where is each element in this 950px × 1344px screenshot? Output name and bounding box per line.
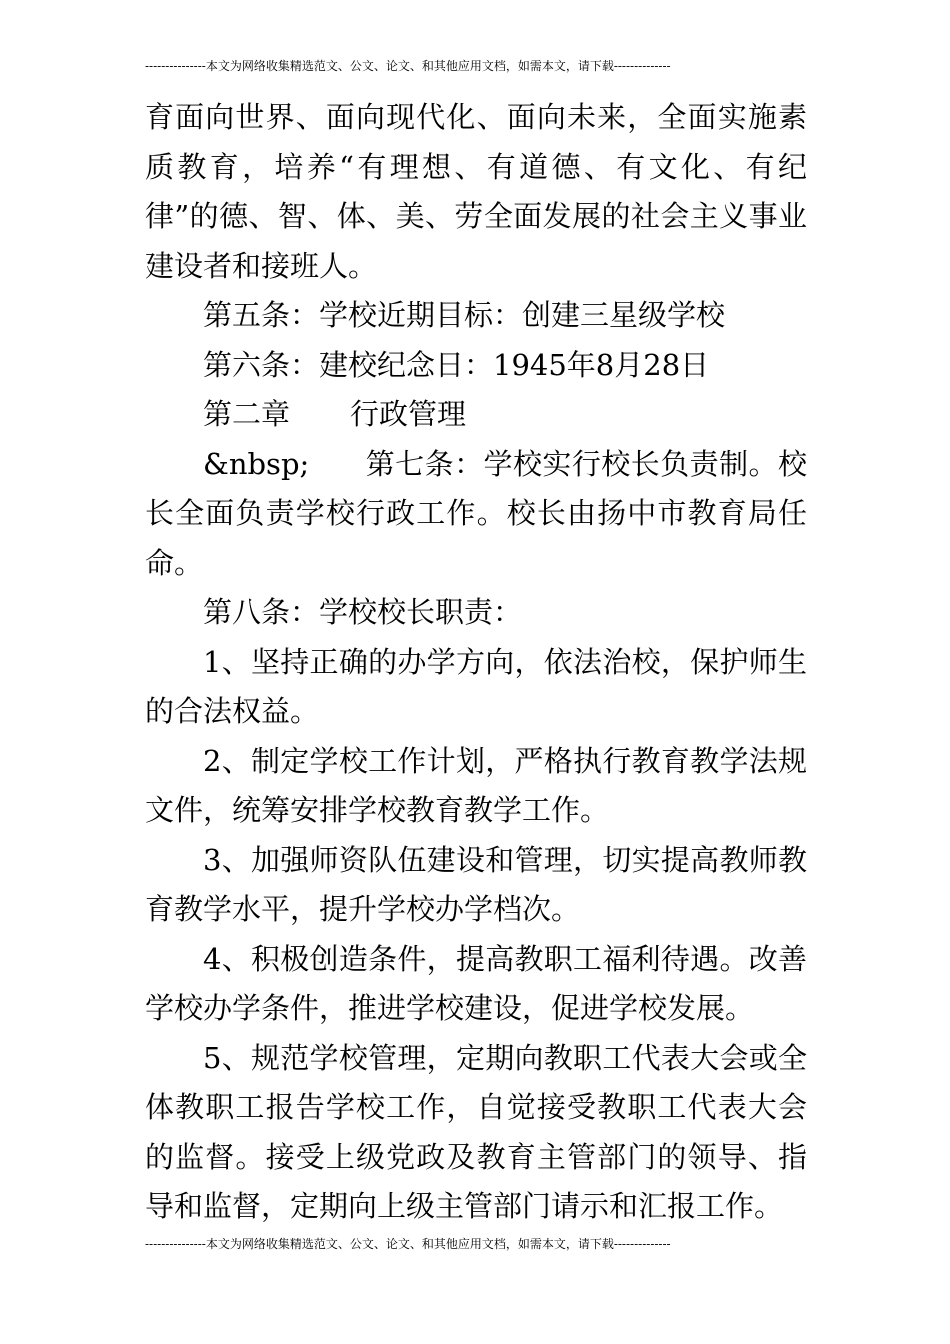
- document-body: [145, 93, 807, 1232]
- duty-item: 1、坚持正确的办学方向，依法治校，保护师生的合法权益。: [145, 644, 807, 728]
- article-7: [145, 440, 807, 589]
- duty-item: 3、加强师资队伍建设和管理，切实提高教师教育教学水平，提升学校办学档次。: [145, 842, 807, 926]
- page-footer: ---------------本文为网络收集精选范文、公文、论文、和其他应用文档，如需本文，请下载--------------: [145, 1237, 671, 1251]
- paragraph-continuation: 育面向世界、面向现代化、面向未来，全面实施素质教育，培养“有理想、有道德、有文化、有纪律”的德、智、体、美、劳全面发展的社会主义事业建设者和接班人。: [145, 100, 807, 283]
- chapter-title: 行政管理: [350, 397, 467, 431]
- chapter-heading: [145, 390, 807, 440]
- page-header: ---------------本文为网络收集精选范文、公文、论文、和其他应用文档，如需本文，请下载--------------: [145, 59, 671, 73]
- article-7-prefix: &nbsp;: [203, 446, 310, 481]
- article-8: 第八条：学校校长职责：: [203, 595, 523, 629]
- article-5: 第五条：学校近期目标：创建三星级学校: [203, 298, 726, 332]
- chapter-number: 第二章: [203, 397, 291, 431]
- article-6: 第六条：建校纪念日：1945年8月28日: [203, 347, 710, 382]
- duty-item: 5、规范学校管理，定期向教职工代表大会或全体教职工报告学校工作，自觉接受教职工代表大会的监督。接受上级党政及教育主管部门的领导、指导和监督，定期向上级主管部门请示和汇报工作。: [145, 1040, 807, 1223]
- duty-item: 2、制定学校工作计划，严格执行教育教学法规文件，统筹安排学校教育教学工作。: [145, 743, 807, 827]
- duty-item: 4、积极创造条件，提高教职工福利待遇。改善学校办学条件，推进学校建设，促进学校发展。: [145, 941, 807, 1025]
- article-7-text: 第七条：学校实行校长负责制。校长全面负责学校行政工作。校长由扬中市教育局任命。: [145, 446, 807, 580]
